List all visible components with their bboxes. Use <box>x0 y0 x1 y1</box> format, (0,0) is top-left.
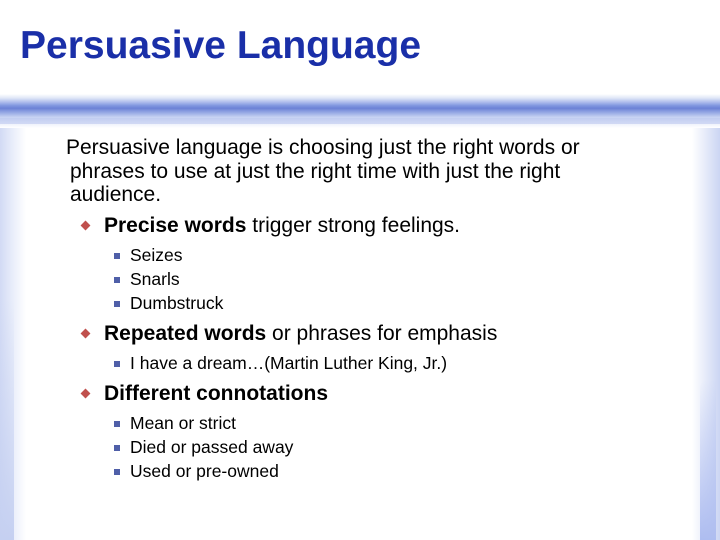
sub-bullet-item <box>130 291 686 315</box>
left-decoration-lower <box>0 300 14 540</box>
sub-bullet-list <box>66 411 686 483</box>
right-decoration-lower <box>700 380 716 540</box>
slide-title: Persuasive Language <box>20 24 422 67</box>
sub-bullet-text: I have a dream…(Martin Luther King, Jr.) <box>130 352 448 373</box>
sub-bullet-text: Died or passed away <box>130 436 294 457</box>
sub-bullet-text: Seizes <box>130 244 183 265</box>
square-bullet-icon <box>114 361 120 367</box>
bullet-bold-text: Different connotations <box>104 381 328 405</box>
bullet-point <box>104 213 686 239</box>
sub-bullet-item <box>130 411 686 435</box>
sub-bullet-text: Mean or strict <box>130 412 236 433</box>
intro-paragraph <box>66 136 686 207</box>
bullet-point <box>104 321 686 347</box>
bullet-text: trigger strong feelings. <box>246 213 461 237</box>
square-bullet-icon <box>114 277 120 283</box>
square-bullet-icon <box>114 253 120 259</box>
diamond-bullet-icon <box>81 328 91 338</box>
sub-bullet-item <box>130 435 686 459</box>
sub-bullet-item <box>130 243 686 267</box>
bullet-bold-text: Repeated words <box>104 321 267 345</box>
square-bullet-icon <box>114 469 120 475</box>
sub-bullet-item <box>130 351 686 375</box>
diamond-bullet-icon <box>81 220 91 230</box>
bullet-bold-text: Precise words <box>104 213 247 237</box>
bullet-text: or phrases for emphasis <box>266 321 498 345</box>
sub-bullet-text: Snarls <box>130 268 180 289</box>
sub-bullet-item <box>130 267 686 291</box>
intro-line-1: Persuasive language is choosing just the right words or <box>66 136 580 159</box>
intro-line-3: audience. <box>70 183 162 206</box>
sub-bullet-list <box>66 243 686 315</box>
sub-bullet-item <box>130 459 686 483</box>
slide-body <box>66 136 686 485</box>
sub-bullet-text: Used or pre-owned <box>130 460 279 481</box>
title-band-shine <box>0 118 720 124</box>
intro-line-2: phrases to use at just the right time with just the right <box>70 159 561 183</box>
square-bullet-icon <box>114 301 120 307</box>
diamond-bullet-icon <box>81 388 91 398</box>
bullet-point <box>104 381 686 407</box>
sub-bullet-list <box>66 351 686 375</box>
sub-bullet-text: Dumbstruck <box>130 292 224 313</box>
square-bullet-icon <box>114 445 120 451</box>
square-bullet-icon <box>114 421 120 427</box>
